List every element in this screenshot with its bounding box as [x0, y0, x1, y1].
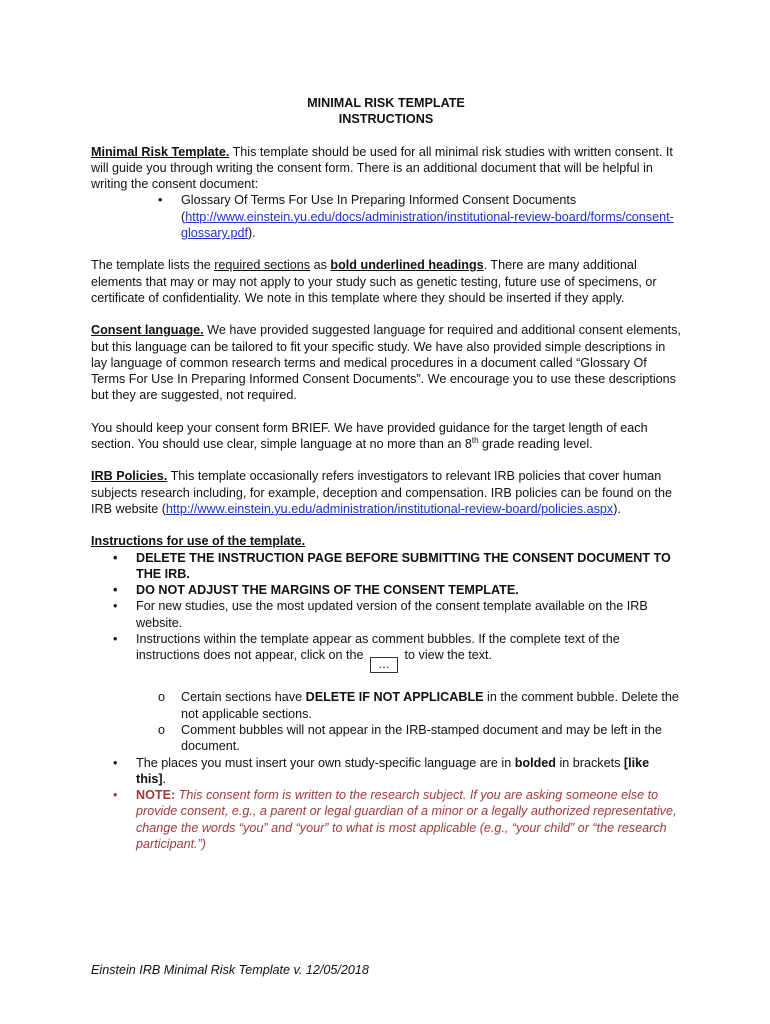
template-text-1: The template lists the: [91, 258, 215, 273]
list-item: [91, 755, 681, 788]
instruction-4-text: Instructions within the template appear as comment bubbles. If the complete text of the instructions does not appear, click on the: [136, 632, 620, 663]
consent-language-text: We have provided suggested language for required and additional consent elements, but this language can be tailored to fit your specific study. We have also provided simple descriptions in lay language of common research terms and medical procedures in a document called “Glossary Of Terms For Use In Preparing Informed Consent Documents”. We encourage you to use these descriptions but they are suggested, not required.: [91, 323, 681, 403]
title-line-1: MINIMAL RISK TEMPLATE: [307, 96, 465, 110]
intro-heading: Minimal Risk Template.: [91, 144, 230, 159]
note-text: This consent form is written to the research subject. If you are asking someone else to provide consent, e.g., a parent or legal guardian of a minor or a legally authorized representative, change the words “you” and “your” to what is most applicable (e.g., “your child” or “the research participant.”): [136, 788, 677, 851]
page-content: [91, 95, 681, 852]
bullet-icon: •: [113, 632, 118, 647]
sub-bullet-icon: o: [158, 690, 166, 705]
bullet-icon: •: [113, 788, 118, 803]
bullet-icon: •: [158, 193, 163, 208]
glossary-link[interactable]: http://www.einstein.yu.edu/docs/administration/institutional-review-board/forms/consent-glossary.pdf: [181, 209, 674, 241]
sub-instruction-1-text: Certain sections have: [181, 690, 306, 705]
glossary-text: Glossary Of Terms For Use In Preparing Informed Consent Documents (: [181, 193, 577, 224]
irb-end: ).: [613, 501, 621, 516]
instructions-list: [91, 550, 681, 853]
glossary-list: [91, 192, 681, 241]
list-item: [91, 550, 681, 583]
bullet-icon: •: [113, 599, 118, 614]
list-item: [91, 598, 681, 631]
instruction-5-end: .: [162, 771, 167, 786]
intro-paragraph: [91, 144, 681, 193]
list-item: [91, 192, 681, 241]
consent-language-heading: Consent language.: [91, 323, 204, 338]
irb-heading: IRB Policies.: [91, 469, 168, 484]
brief-text-2: grade reading level.: [478, 437, 593, 452]
bullet-icon: •: [113, 583, 118, 598]
note-label: NOTE:: [136, 788, 176, 803]
instruction-5-bracket: [like this]: [136, 755, 650, 786]
sub-bullet-icon: o: [158, 722, 166, 737]
comment-expand-box: …: [370, 657, 398, 673]
template-text-3: . There are many additional elements that may or may not apply to your study such as genetic testing, future use of specimens, or certificate of confidentiality. We note in this template where they should be inserted if they apply.: [91, 258, 657, 305]
required-sections-text: required sections: [214, 258, 311, 273]
intro-text: This template should be used for all minimal risk studies with written consent. It will guide you through writing the consent form. There is an additional document that will be helpful in writing the consent document:: [91, 144, 673, 192]
bullet-icon: •: [113, 550, 118, 565]
irb-paragraph: [91, 468, 681, 517]
brief-text-1: You should keep your consent form BRIEF. We have provided guidance for the target length of each section. You should use clear, simple language at no more than an 8: [91, 420, 648, 452]
sub-instruction-2: Comment bubbles will not appear in the IRB-stamped document and may be left in the document.: [181, 722, 662, 754]
instruction-1: DELETE THE INSTRUCTION PAGE BEFORE SUBMITTING THE CONSENT DOCUMENT TO THE IRB.: [136, 550, 671, 581]
list-item: [91, 582, 681, 598]
sub-instruction-1-bold: DELETE IF NOT APPLICABLE: [305, 690, 484, 705]
list-item: [91, 722, 681, 755]
irb-text: This template occasionally refers investigators to relevant IRB policies that cover human subjects research including, for example, deception and compensation. IRB policies can be found on the IRB website (: [91, 469, 673, 516]
title-line-2: INSTRUCTIONS: [338, 112, 434, 127]
sub-instruction-1-end: in the comment bubble. Delete the not applicable sections.: [181, 690, 679, 721]
instruction-3: For new studies, use the most updated version of the consent template available on the IRB website.: [136, 599, 648, 630]
bullet-icon: •: [113, 755, 118, 770]
list-item: [91, 631, 681, 689]
glossary-end: ).: [247, 226, 256, 241]
template-paragraph: [91, 257, 681, 306]
superscript: th: [471, 436, 479, 446]
list-item: [91, 689, 681, 722]
instruction-5-text: The places you must insert your own study-specific language are in: [136, 755, 515, 770]
consent-language-paragraph: [91, 322, 681, 403]
page-footer: Einstein IRB Minimal Risk Template v. 12/05/2018: [91, 963, 369, 977]
bold-underlined-text: bold underlined headings: [330, 258, 484, 273]
instruction-2: DO NOT ADJUST THE MARGINS OF THE CONSENT TEMPLATE.: [136, 583, 519, 598]
instruction-4-end: to view the text.: [404, 648, 493, 663]
irb-policies-link[interactable]: http://www.einstein.yu.edu/administration/institutional-review-board/policies.aspx: [165, 501, 614, 516]
template-text-2: as: [310, 258, 331, 273]
instruction-5-bold: bolded: [514, 755, 556, 770]
instruction-5-mid: in brackets: [556, 755, 624, 770]
brief-paragraph: [91, 420, 681, 453]
instructions-heading: Instructions for use of the template.: [91, 534, 306, 549]
list-item: [91, 787, 681, 852]
